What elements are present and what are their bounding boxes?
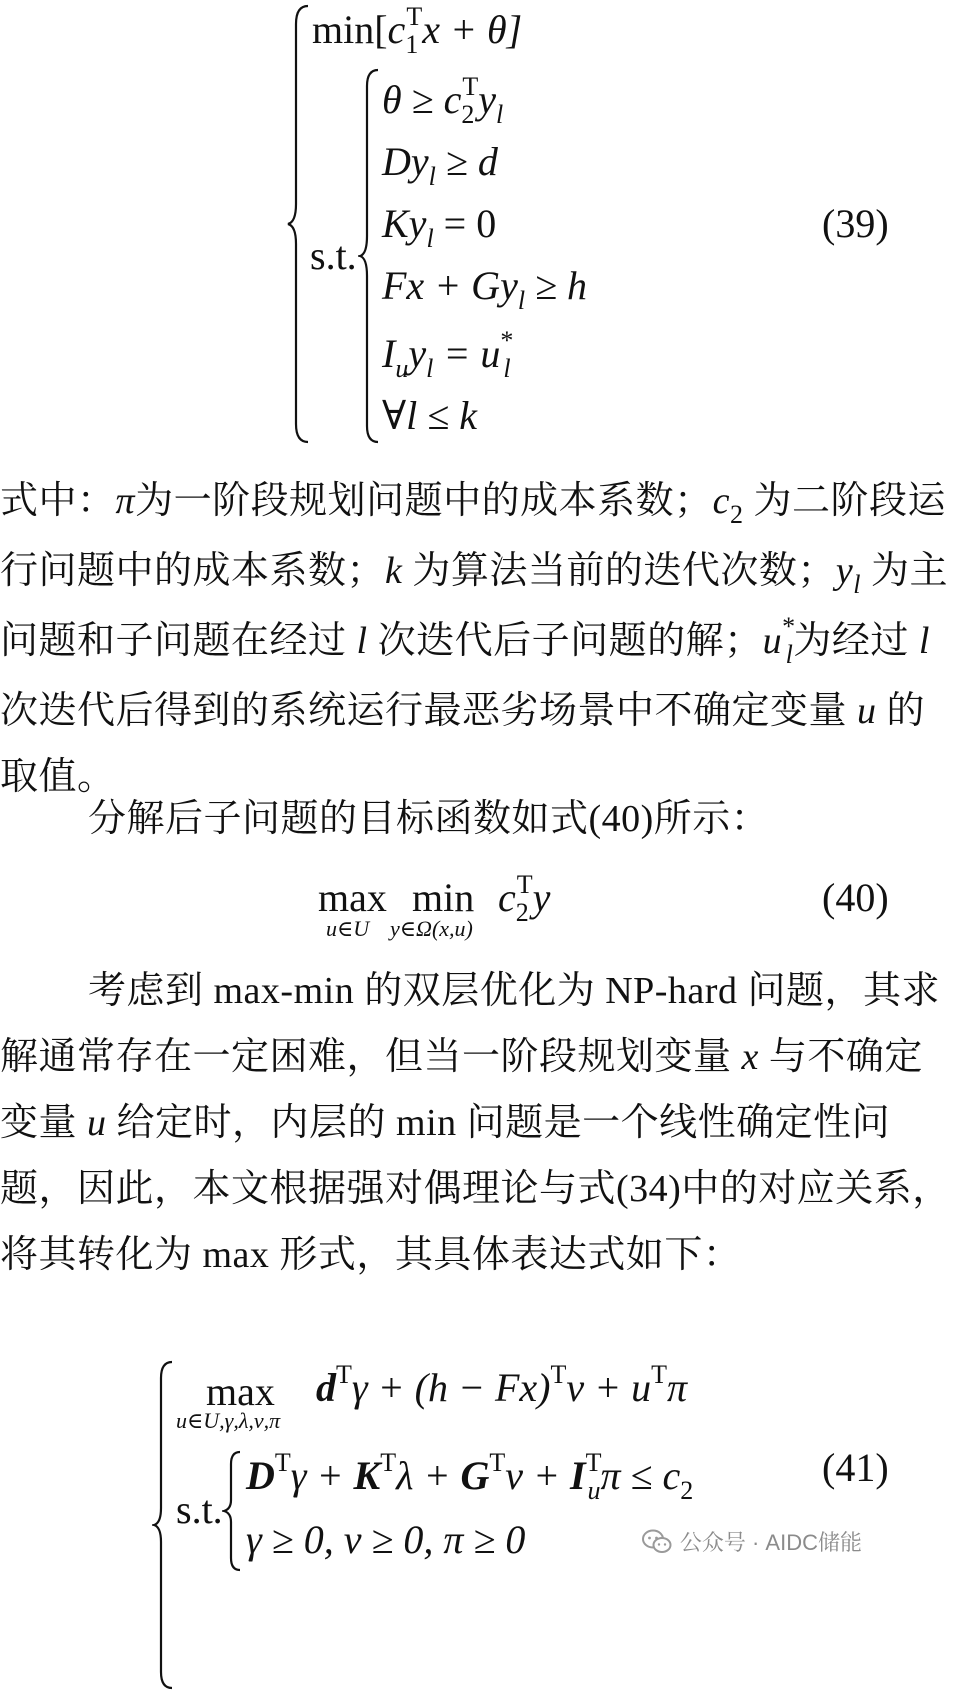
eq39-outer-brace (286, 4, 312, 444)
eq41-st-label: s.t. (176, 1487, 223, 1532)
eq41-outer-brace (152, 1360, 176, 1690)
eq40-min: min (412, 875, 475, 920)
eq39-constraint-5: $I_uy_l = u^*_l$ (382, 326, 514, 383)
eq39-constraint-3: $Ky_l = 0$ (382, 201, 497, 253)
eq40-expression: $c_2^Ty$ (498, 870, 551, 927)
wechat-icon (642, 1529, 672, 1555)
paragraph-variable-definitions: 式中：π为一阶段规划问题中的成本系数；$c_2$ 为二阶段运行问题中的成本系数；k 为算法当前的迭代次数；$y_l$ 为主问题和子问题在经过 l 次迭代后子问题的解；$u^*_l$为经过 l 次迭代后得到的系统运行最恶劣场景中不确定变量 u 的取值。 (0, 480, 949, 798)
eq39-number: (39) (822, 201, 889, 246)
eq41-constraint-2: γ ≥ 0, ν ≥ 0, π ≥ 0 (246, 1517, 526, 1562)
paragraph-duality-reformulation: 考虑到 max-min 的双层优化为 NP-hard 问题，其求解通常存在一定困难，但当一阶段规划变量 x 与不确定变量 u 给定时，内层的 min 问题是一个线性确定性问题，因此，本文根据强对偶理论与式(34)中的对应关系，将其转化为 max 形式，其具体表达式如下： (0, 970, 951, 1276)
eq39-constraint-6: ∀l ≤ k (382, 393, 477, 438)
eq39-objective: $\min[c_1^Tx + \theta]$ (312, 2, 523, 59)
eq41-max-subscript: u∈U,γ,λ,ν,π (176, 1408, 281, 1433)
eq39-st-label: s.t. (310, 233, 357, 278)
eq40-max: max (318, 875, 387, 920)
eq41-inner-brace (222, 1450, 244, 1572)
eq40-min-subscript: y∈Ω(x,u) (390, 916, 473, 941)
eq41-constraint-1: $D^T\gamma + K^T\lambda + G^T\nu + I^T_u\pi \le c_2$ (246, 1448, 694, 1505)
eq41-max: max (206, 1369, 275, 1414)
eq39-inner-brace (358, 68, 382, 444)
eq39-constraint-1: $\theta \ge c_2^Ty_l$ (382, 72, 504, 129)
eq39-constraint-2: $Dy_l \ge d$ (382, 139, 498, 191)
eq40-number: (40) (822, 875, 889, 920)
eq41-objective: $d^T\gamma + (h - Fx)^T\nu + u^T\pi$ (316, 1360, 688, 1410)
eq39-constraint-4: $Fx + Gy_l \ge h$ (382, 263, 588, 315)
paragraph-subproblem-intro: 分解后子问题的目标函数如式(40)所示： (88, 798, 770, 840)
eq40-max-subscript: u∈U (326, 916, 370, 941)
eq41-number: (41) (822, 1445, 889, 1490)
watermark-text: 公众号 · AIDC储能 (679, 1530, 862, 1555)
watermark (642, 1526, 862, 1557)
